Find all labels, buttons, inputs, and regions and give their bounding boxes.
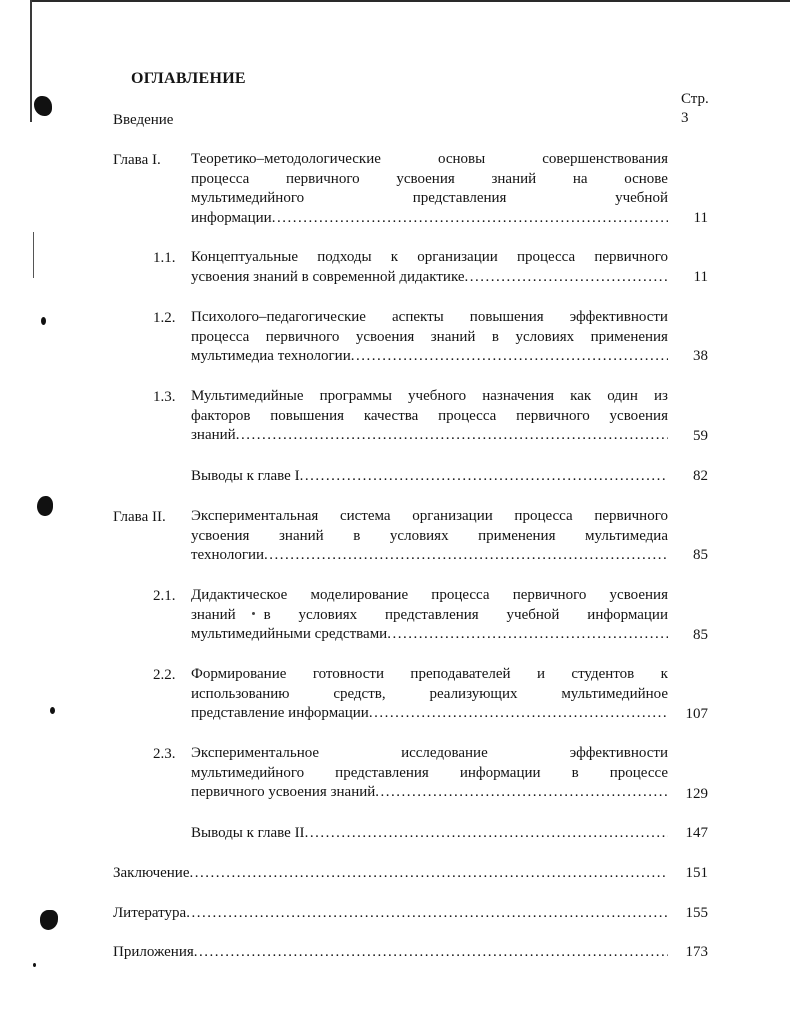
section-2-1-page: 85	[693, 627, 708, 643]
section-1-1-page: 11	[693, 269, 708, 285]
punch-hole-mark	[37, 496, 53, 516]
toc-word: Экспериментальное	[191, 745, 320, 761]
toc-word: основе	[624, 170, 668, 187]
toc-leader-line	[191, 704, 668, 724]
toc-word: усвоения	[191, 527, 250, 544]
toc-word: усвоения	[609, 407, 668, 424]
scan-edge-mark	[33, 232, 34, 278]
toc-word: применения	[590, 328, 668, 345]
toc-word: средств,	[333, 685, 386, 702]
section-2-2-entry	[191, 665, 668, 724]
conclusions-2-page: 147	[685, 825, 708, 841]
dot-leader	[190, 864, 669, 884]
toc-word: к	[390, 249, 399, 265]
toc-entry-text: представление информации	[191, 705, 369, 721]
chapter1-label: Глава I.	[113, 152, 161, 168]
toc-line	[191, 527, 668, 547]
toc-word: учебной	[506, 606, 560, 623]
section-2-1-number: 2.1.	[153, 588, 176, 604]
toc-word: процесса	[514, 508, 573, 524]
dot-leader	[272, 209, 668, 229]
section-1-3-page: 59	[693, 428, 708, 444]
dot-leader	[465, 268, 668, 288]
toc-word: первичного	[516, 407, 590, 424]
toc-word: первичного	[594, 508, 668, 524]
toc-word: факторов	[191, 407, 251, 424]
section-2-2-page: 107	[685, 706, 708, 722]
toc-word: первичного	[594, 249, 668, 265]
dot-leader	[305, 824, 668, 844]
toc-leader-line	[191, 824, 668, 844]
conclusions-2-entry	[191, 824, 668, 844]
toc-word: применения	[478, 527, 556, 544]
toc-word: усвоения	[609, 587, 668, 603]
toc-line	[191, 189, 668, 209]
toc-line	[191, 387, 668, 407]
toc-word: условиях	[298, 606, 358, 623]
toc-leader-line	[113, 904, 668, 924]
section-2-3-entry	[191, 744, 668, 803]
toc-word: подходы	[317, 249, 372, 265]
toc-word: как	[570, 388, 592, 404]
toc-word: аспекты	[392, 309, 444, 325]
dot-leader	[351, 347, 668, 367]
toc-word: в	[353, 527, 361, 544]
dot-leader	[375, 783, 668, 803]
conclusion-entry	[113, 864, 668, 884]
toc-word: процесса	[191, 170, 250, 187]
toc-line	[191, 248, 668, 268]
toc-word: представления	[412, 190, 507, 206]
toc-word: Психолого–педагогические	[191, 309, 366, 325]
toc-entry-text: мультимедийными средствами	[191, 626, 388, 642]
section-1-2-entry	[191, 308, 668, 367]
toc-leader-line	[191, 209, 668, 229]
page-column-header	[681, 90, 709, 128]
toc-line	[191, 170, 668, 190]
toc-word: готовности	[312, 666, 384, 682]
toc-word: первичного	[512, 587, 587, 603]
toc-leader-line	[191, 268, 668, 288]
toc-word: представления	[385, 606, 479, 623]
toc-entry-text: знаний	[191, 427, 236, 443]
toc-word: Концептуальные	[191, 249, 299, 265]
toc-word: представления	[335, 764, 429, 781]
toc-word: моделирование	[310, 587, 409, 603]
toc-line	[191, 744, 668, 764]
toc-word: студентов	[571, 666, 635, 682]
intro-page-number: 3	[681, 110, 689, 126]
toc-word: совершенствования	[542, 151, 668, 167]
toc-word: усвоения	[396, 170, 455, 187]
toc-word: Мультимедийные	[191, 388, 304, 404]
toc-word: один	[607, 388, 638, 404]
toc-word: Теоретико–методологические	[191, 151, 381, 167]
toc-word: Дидактическое	[191, 587, 288, 603]
toc-leader-line	[113, 943, 668, 963]
conclusions-1-page: 82	[693, 468, 708, 484]
appendices-page: 173	[685, 944, 708, 960]
toc-word: организации	[412, 508, 493, 524]
section-1-2-number: 1.2.	[153, 310, 176, 326]
toc-word: использованию	[191, 685, 290, 702]
toc-leader-line	[191, 347, 668, 367]
toc-word: процесса	[191, 328, 250, 345]
toc-word: процессе	[609, 764, 668, 781]
toc-word: преподавателей	[410, 666, 511, 682]
intro-entry: Введение	[113, 112, 174, 128]
toc-word: мультимедиа	[585, 527, 668, 544]
chapter2-label: Глава II.	[113, 509, 166, 525]
conclusions-1-entry	[191, 467, 668, 487]
punch-hole-mark	[40, 910, 58, 930]
toc-word: процесса	[431, 587, 490, 603]
toc-word: усвоения	[355, 328, 415, 345]
scan-speck	[33, 963, 36, 967]
toc-title: ОГЛАВЛЕНИЕ	[131, 70, 246, 87]
dot-leader	[186, 904, 668, 924]
scan-edge-top	[30, 0, 790, 2]
toc-entry-text: Заключение	[113, 865, 190, 881]
toc-line	[191, 685, 668, 705]
chapter1-page: 11	[693, 210, 708, 226]
toc-word: качества	[363, 407, 419, 424]
toc-word: основы	[437, 151, 486, 167]
toc-entry-text: информации	[191, 209, 272, 226]
section-1-2-page: 38	[693, 348, 708, 364]
toc-line	[191, 407, 668, 427]
toc-word: в	[571, 764, 579, 781]
section-1-1-number: 1.1.	[153, 250, 176, 266]
section-2-1-entry	[191, 586, 668, 645]
toc-leader-line	[191, 426, 668, 446]
toc-word: процесса	[516, 249, 576, 265]
toc-line	[191, 764, 668, 784]
literature-page: 155	[685, 905, 708, 921]
appendices-entry	[113, 943, 668, 963]
toc-word: информации	[587, 606, 668, 623]
section-1-3-number: 1.3.	[153, 389, 176, 405]
scan-speck	[50, 707, 55, 714]
toc-word: эффективности	[569, 309, 668, 325]
toc-word: учебной	[615, 190, 668, 206]
toc-word: знаний	[491, 170, 537, 187]
toc-word: мультимедийное	[561, 685, 668, 702]
toc-word: к	[660, 666, 668, 682]
toc-leader-line	[191, 625, 668, 645]
toc-word: учебного	[408, 388, 467, 404]
toc-line	[191, 586, 668, 606]
toc-entry-text: Выводы к главе II	[191, 825, 305, 841]
section-2-2-number: 2.2.	[153, 667, 176, 683]
chapter1-entry	[191, 150, 668, 228]
toc-leader-line	[191, 783, 668, 803]
toc-word: из	[654, 388, 668, 404]
toc-word: условиях	[389, 527, 449, 544]
toc-word: система	[339, 508, 391, 524]
toc-word: Экспериментальная	[191, 508, 319, 524]
dot-leader	[236, 426, 668, 446]
dot-leader	[387, 625, 668, 645]
section-2-3-page: 129	[685, 786, 708, 802]
conclusion-page: 151	[685, 865, 708, 881]
toc-word: первичного	[285, 170, 360, 187]
toc-word: в	[491, 328, 500, 345]
toc-word: программы	[319, 388, 392, 404]
toc-entry-text: усвоения знаний в современной дидактике	[191, 268, 465, 285]
toc-entry-text: Выводы к главе I	[191, 468, 300, 484]
toc-word: знаний	[430, 328, 476, 345]
toc-word: процесса	[438, 407, 497, 424]
toc-word: и	[536, 666, 545, 682]
toc-entry-text: первичного усвоения знаний	[191, 784, 376, 800]
toc-word: мультимедийного	[191, 764, 305, 781]
toc-line	[191, 308, 668, 328]
toc-line	[191, 665, 668, 685]
toc-word: информации	[459, 764, 541, 781]
toc-word: мультимедийного	[191, 190, 305, 206]
toc-entry-text: технологии	[191, 547, 265, 563]
toc-entry-text: Приложения	[113, 944, 194, 960]
toc-leader-line	[191, 467, 668, 487]
section-1-3-entry	[191, 387, 668, 446]
dot-leader	[264, 546, 668, 566]
toc-word: условиях	[515, 328, 575, 345]
scan-speck	[41, 317, 46, 325]
literature-entry	[113, 904, 668, 924]
toc-word: исследование	[401, 745, 488, 761]
toc-line	[191, 150, 668, 170]
dot-leader	[369, 704, 668, 724]
punch-hole-mark	[34, 96, 52, 116]
toc-line	[191, 328, 668, 348]
toc-word: повышения	[469, 309, 544, 325]
toc-word: Формирование	[191, 666, 287, 682]
toc-leader-line	[191, 546, 668, 566]
toc-word: эффективности	[569, 745, 668, 761]
toc-word: назначения	[482, 388, 555, 404]
toc-word: организации	[417, 249, 498, 265]
toc-entry-text: Литература	[113, 905, 187, 921]
chapter2-page: 85	[693, 547, 708, 563]
toc-line	[191, 606, 668, 626]
toc-word: первичного	[265, 328, 340, 345]
section-1-1-entry	[191, 248, 668, 287]
toc-word: реализующих	[429, 685, 518, 702]
toc-word: знаний	[279, 527, 324, 544]
toc-word: в	[263, 606, 271, 623]
toc-entry-text: мультимедиа технологии	[191, 348, 351, 364]
toc-word: повышения	[270, 407, 345, 424]
page-column-label: Стр.	[681, 91, 709, 107]
dot-leader	[300, 467, 668, 487]
toc-word: знаний	[191, 606, 236, 623]
toc-leader-line	[113, 864, 668, 884]
toc-line	[191, 507, 668, 527]
section-2-3-number: 2.3.	[153, 746, 176, 762]
scan-edge-left	[30, 0, 32, 122]
toc-word: на	[572, 170, 588, 187]
chapter2-entry	[191, 507, 668, 566]
dot-leader	[194, 943, 668, 963]
